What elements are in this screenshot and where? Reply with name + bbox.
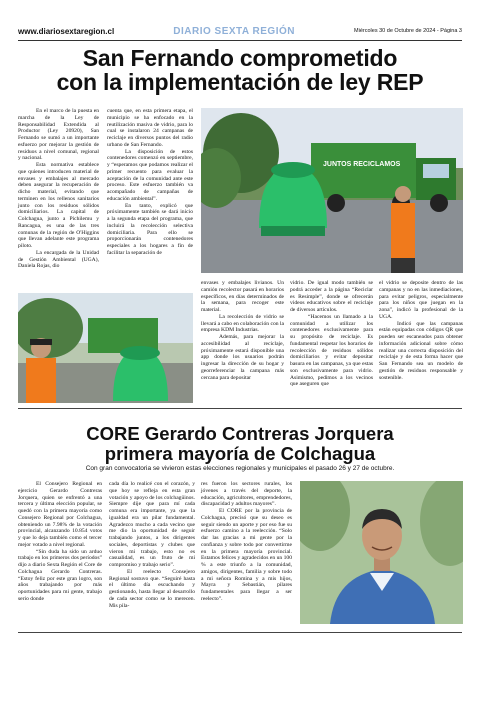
paragraph: Indicó que las campanas están equipadas con códigos QR que pueden ser escaneados para obtener información adicional sobre cómo realizar una correcta disposición del reciclaje y de esta forma hacer que San Fernando sea un modelo de gestión de residuos responsable y sostenible. [379,320,463,381]
article2-headline-line2: primera mayoría de Colchagua [104,443,376,464]
article2-subtitle: Con gran convocatoria se vivieron estas elecciones regionales y municipales el pasado 26 y 27 de octubre. [85,465,395,472]
paragraph: El Consejero Regional en ejercicio Gerardo Contreras Jorquera, quien se enfrentó a una tercera y última elección popular, se quedó con la primera mayoría como Consejero Regional por Colchagua, obteniendo un 7.98% de la votación provincial, alcanzando 10.854 votos y que lo deja también como el tercer mejor votado a nivel regional. [18,481,102,548]
paragraph: El CORE por la provincia de Colchagua, precisó que su deseo es seguir siendo un aporte y por eso fue su esfuerzo camino a la reelección. “Solo dar las gracias a mi gente por la confianza y sobre todo por convertirme en la primera mayoría provincial. Estamos felices y agradecidos en un 100 % a este triunfo a la comunidad, amigos, dirigentes, familia y sobre todo a mi señora Romina y a mis hijos, Mayra y Sebastián, pilares fundamentales para llegar a ser reelecto”. [201,508,292,602]
dateline: Miércoles 30 de Octubre de 2024 - Página 3 [354,28,462,34]
article1-column-5 [379,280,463,381]
article2-headline-line1: CORE Gerardo Contreras Jorquera [86,423,394,444]
truck-photo [201,108,463,273]
article2-column-2 [109,481,195,609]
paragraph: cuenta que, en esta primera etapa, el municipio se ha enfocado en la reutilización masiva de vidrio, para lo cual se instalaron 24 campanas de reciclaje en diversos puntos del radio urbano de San Fernando. [107,108,193,148]
portrait-photo [300,481,463,624]
article2-column-3 [201,481,292,603]
article1-headline-line1: San Fernando comprometido [82,45,398,71]
truck-photo-image [201,108,463,273]
paragraph: La encargada de la Unidad de Gestión Ambiental (UGA), Daniela Rojas, dio [18,249,99,270]
paragraph: Además, para mejorar la accesibilidad al reciclaje, próximamente estará disponible una app donde los usuarios podrán ingresar la dirección de su hogar y georreferenciar la campana más cercana para depositar [201,334,284,381]
article1-headline [0,46,480,94]
article1-headline-line2: con la implementación de ley REP [56,69,424,95]
portrait-photo-image [300,481,463,624]
paragraph: Esta normativa establece que quienes introducen material de envases y embalajes al mercado deben asegurar la recuperación de dicho material, evitando que terminen en los rellenos sanitarios junto con los residuos sólidos domiciliarios. La capital de Colchagua, junto a Pichilemu y Rancagua, es una de las tres comunas de la región de O'Higgins que llevan adelante este programa piloto. [18,162,99,249]
newspaper-name: DIARIO SEXTA REGIÓN [173,25,295,37]
header-rule [18,40,462,41]
site-url[interactable]: www.diariosextaregion.cl [18,26,115,36]
paragraph: La disposición de estos contenedores comenzó en septiembre, y “esperamos que podamos realizar el primer recuento para evaluar la aceptación de la comunidad ante este proceso. Este esfuerzo también va acompañado de campañas de educación ambiental”. [107,148,193,202]
article2-headline [0,424,480,464]
article1-column-2 [107,108,193,257]
paragraph: El reelecto Consejero Regional sostuvo que. “Seguiré hasta el último día escuchando y gestionando, hasta llegar al desarrollo de cada sector como se lo merecen. Mis pila- [109,568,195,609]
paragraph: vidrio. De igual modo también se podrá acceder a la página “Reciclar es Resimple”, donde se ofrecerán videos educativos sobre el reciclaje de diversos artículos. [290,280,373,313]
paragraph: el vidrio se deposite dentro de las campanas y no en las inmediaciones, para evitar peligros, especialmente para los niños que juegan en la zona”, indicó la profesional de la UGA. [379,280,463,320]
paragraph: “Hacemos un llamado a la comunidad a utilizar los contenedores exclusivamente para su propósito de reciclaje. Es fundamental respetar los horarios de recolección de residuos sólidos domiciliarios y evitar depositar basura en las campanas, ya que estas son exclusivamente para vidrio. Asimismo, pedimos a los vecinos que aseguren que [290,313,373,388]
paragraph: “Sin duda ha sido un arduo trabajo en los primeros dos períodos” dijo a diario Sexta Región el Core de Colchagua Gerardo Contreras. “Estoy feliz por este gran logro, son años trabajando por más oportunidades para mi gente, trabajo serio donde [18,548,102,602]
paragraph: La recolección de vidrio se llevará a cabo en colaboración con la empresa KDM Industrias. [201,313,284,334]
section-divider [18,408,462,409]
bottom-rule [18,632,462,633]
truck-slogan: JUNTOS RECICLAMOS [323,161,401,168]
paragraph: cada día lo realicé con el corazón, y que hoy se refleja en esta gran votación y apoyo de los colchagüinos. Siempre dije que para mí cada comuna era importante, ya que la igualdad era un pilar fundamental. Agradezco mucho a cada vecino que me dio la oportunidad de seguir trabajando juntos, a los dirigentes sociales, deportistas y clubes que vieron mi trabajo, esto no es casualidad, es un fruto de mi compromiso y trabajo serio”. [109,481,195,568]
paragraph: res fueron los sectores rurales, los jóvenes a través del deporte, la educación, agricultores, emprendedores, discapacidad y adultos mayores”. [201,481,292,508]
article1-column-3 [201,280,284,381]
recycling-bin-photo-image [18,293,193,403]
article1-column-4 [290,280,373,388]
paragraph: En tanto, explicó que próximamente también se dará inicio a la segunda etapa del programa, que incluirá la recolección selectiva domiciliaria. Para ello se proporcionarán contenedores especiales a los hogares a fin de facilitar la separación de [107,202,193,256]
article2-column-1 [18,481,102,603]
recycling-bin-photo [18,293,193,403]
paragraph: En el marco de la puesta en marcha de la Ley de Responsabilidad Extendida al Productor (Ley 20920), San Fernando se sumó a un importante esfuerzo por mejorar la gestión de residuos a nivel comunal, regional y nacional. [18,108,99,162]
article1-column-1 [18,108,99,270]
masthead-bar [18,24,462,38]
paragraph: envases y embalajes livianos. Un camión recolector pasará en horarios específicos, en días determinados de la semana, para recoger este material. [201,280,284,313]
